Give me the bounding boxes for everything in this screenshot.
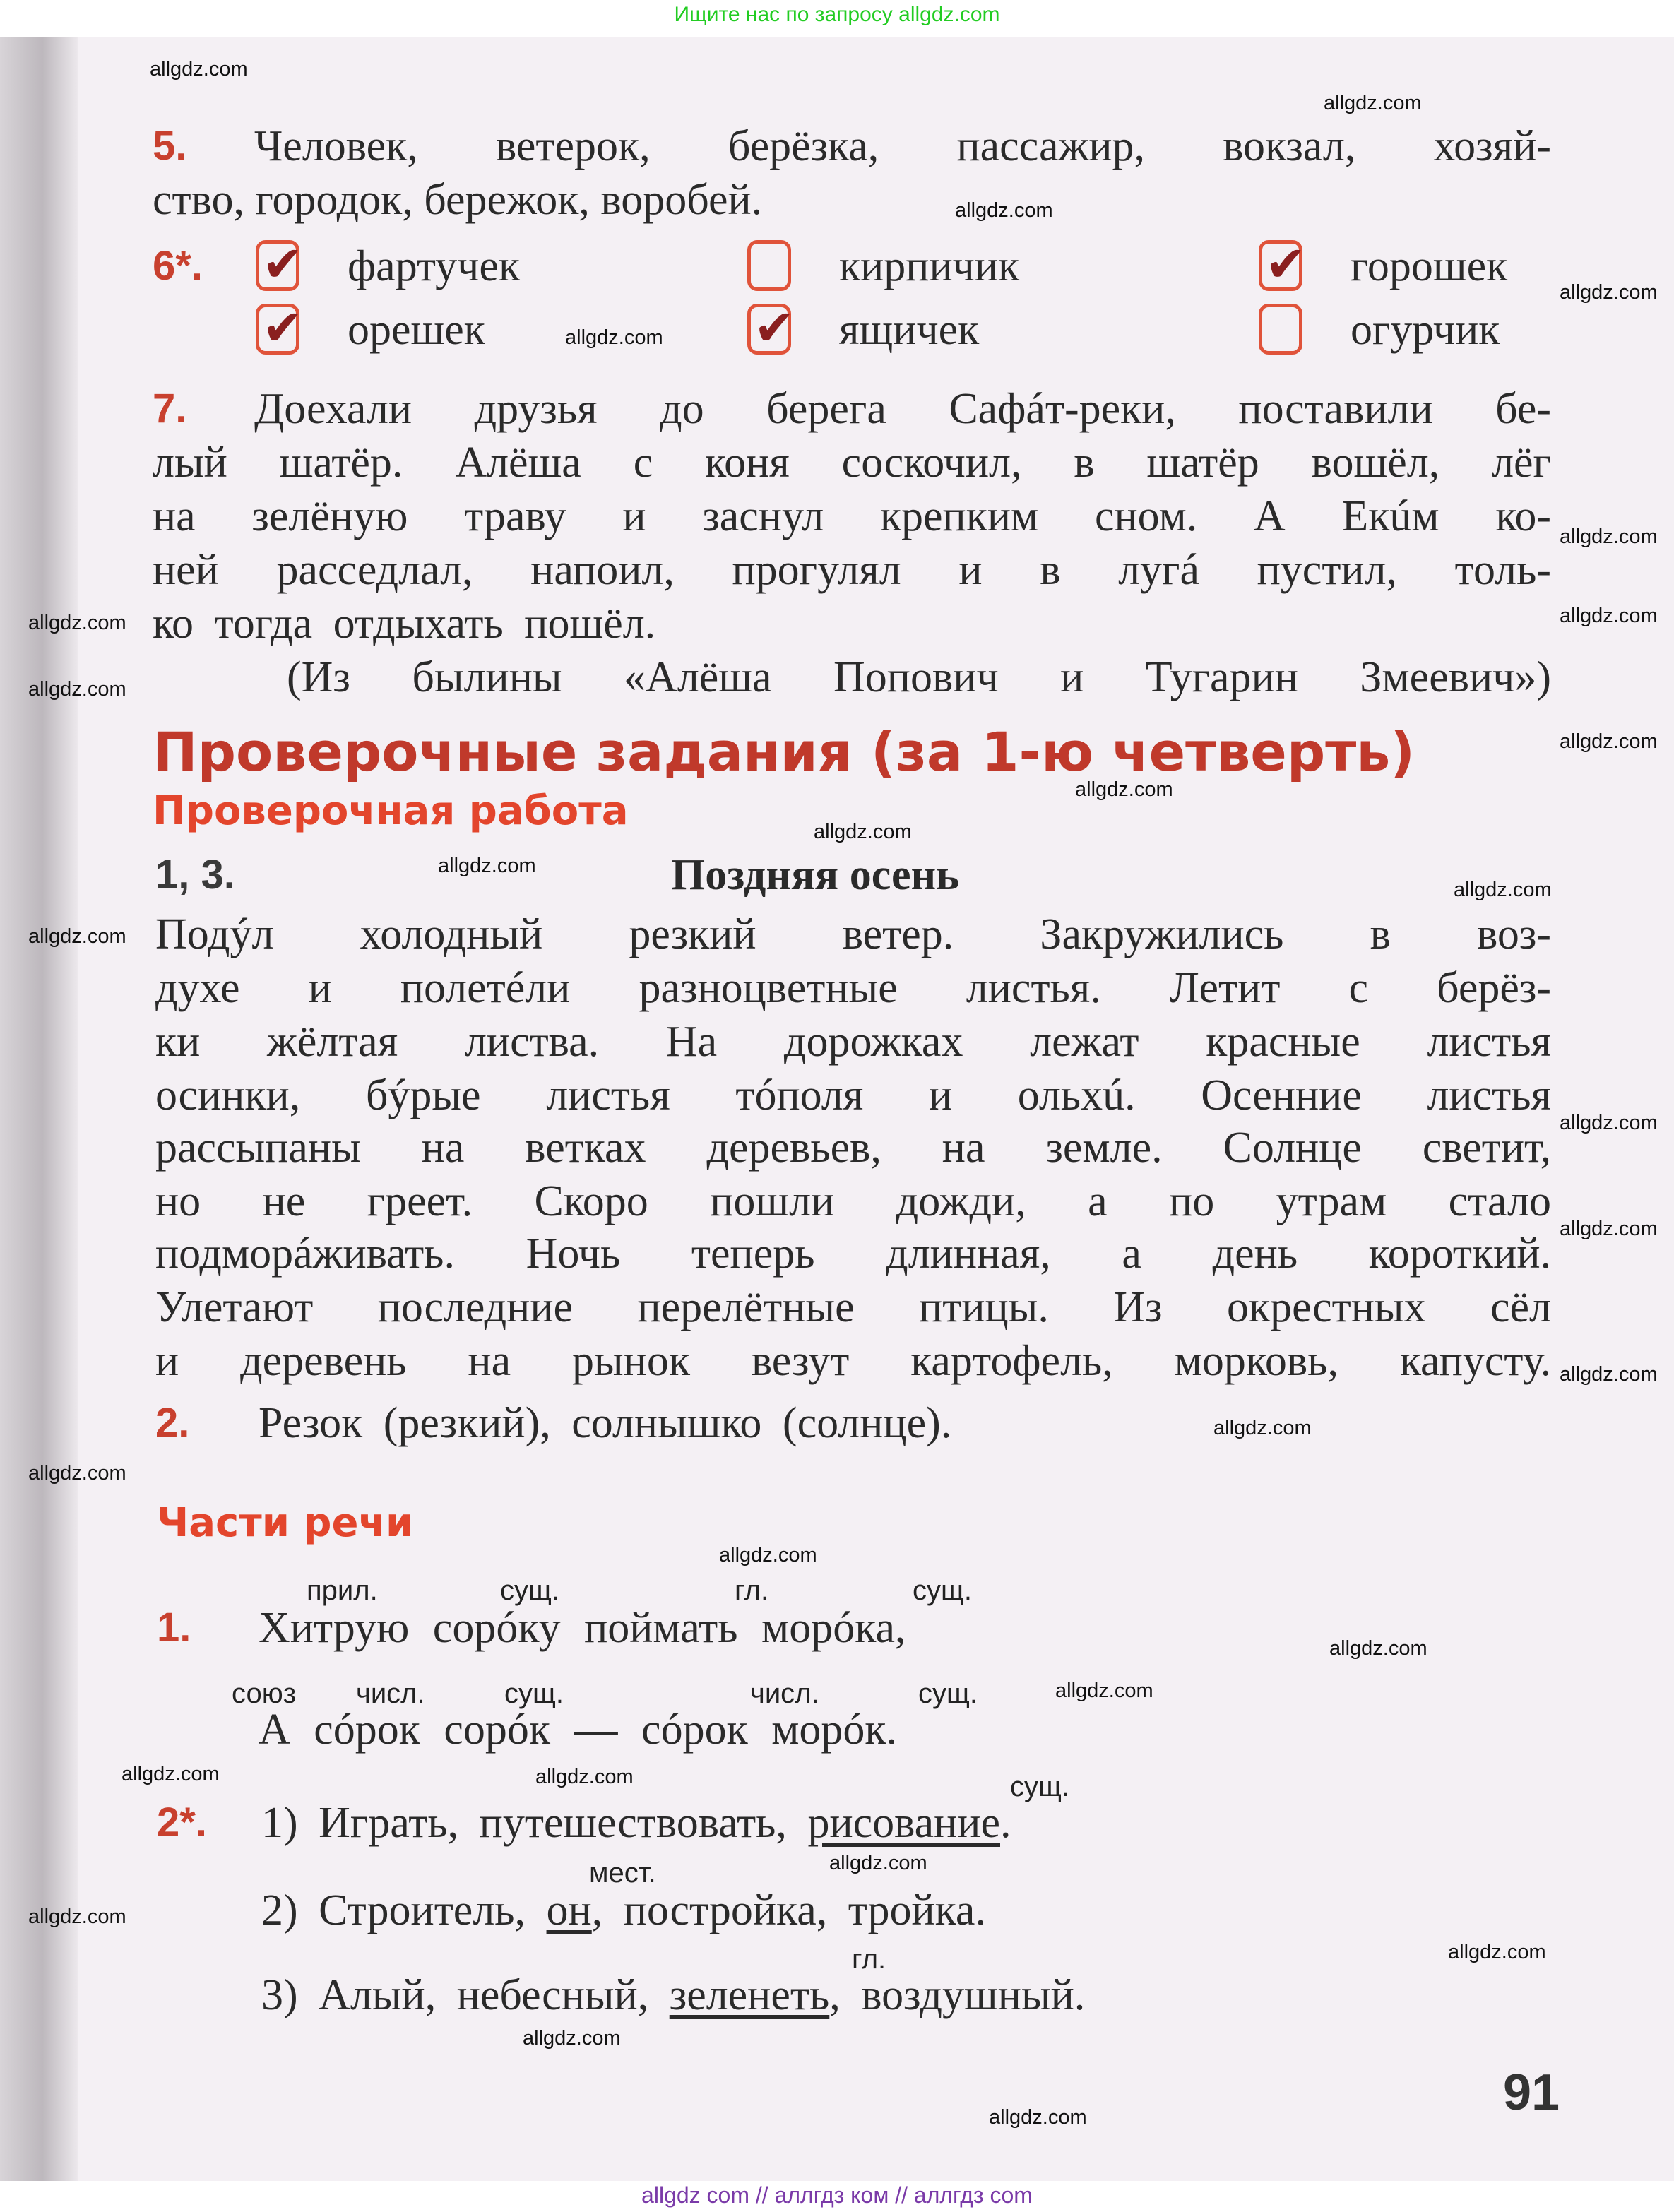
word-yashchichek: ящичек (839, 306, 980, 354)
watermark[interactable]: allgdz.com (829, 1852, 927, 1874)
watermark[interactable]: allgdz.com (1560, 1112, 1658, 1134)
row-text: . (1000, 1799, 1011, 1847)
annotation: числ. (356, 1678, 425, 1709)
watermark[interactable]: allgdz.com (438, 855, 536, 877)
watermark[interactable]: allgdz.com (28, 925, 126, 948)
annotation: сущ. (913, 1575, 973, 1606)
story-line: Подýл холодный резкий ветер. Закружились в воз- (155, 910, 1551, 958)
checkbox-ogurchik[interactable] (1259, 304, 1302, 355)
word-ogurchik: огурчик (1351, 306, 1500, 354)
watermark[interactable]: allgdz.com (28, 612, 126, 634)
ex5-number: 5. (153, 123, 187, 169)
watermark[interactable]: allgdz.com (28, 678, 126, 701)
word-kirpichik: кирпичик (839, 242, 1020, 290)
watermark[interactable]: allgdz.com (1055, 1679, 1153, 1702)
watermark[interactable]: allgdz.com (1213, 1417, 1312, 1439)
page-number: 91 (1503, 2064, 1560, 2121)
check-icon: ✔ (1265, 235, 1307, 293)
odd-word: рисование (807, 1799, 1000, 1847)
section-heading: Проверочные задания (за 1-ю четверть) (153, 720, 1415, 783)
watermark[interactable]: allgdz.com (565, 326, 663, 349)
checkbox-goroshek[interactable] (1259, 235, 1307, 293)
ex7-line: Доехали друзья до берега Сафáт-реки, поставили бе- (254, 385, 1551, 433)
word-oreshek: орешек (348, 306, 485, 354)
watermark[interactable]: allgdz.com (535, 1766, 634, 1788)
task2-text: Резок (резкий), солнышко (солнце). (259, 1399, 952, 1447)
book-spine-shadow (0, 37, 78, 2181)
check-icon: ✔ (262, 299, 304, 357)
checkbox-kirpichik[interactable] (747, 240, 791, 291)
watermark[interactable]: allgdz.com (28, 1905, 126, 1928)
annotation: сущ. (504, 1678, 564, 1709)
watermark[interactable]: allgdz.com (523, 2027, 621, 2050)
pos1-number: 1. (157, 1605, 191, 1651)
watermark[interactable]: allgdz.com (121, 1763, 220, 1785)
task13-number: 1, 3. (155, 852, 235, 898)
story-title: Поздняя осень (671, 851, 959, 899)
annotation: сущ. (500, 1575, 560, 1606)
watermark[interactable]: allgdz.com (1560, 730, 1658, 753)
pos2-row-3 (261, 1970, 1085, 2020)
ex7-line: лый шатёр. Алёша с коня соскочил, в шатёр вошёл, лёг (153, 439, 1551, 487)
pos2-row-2 (261, 1886, 986, 1935)
footer-links[interactable]: allgdz com // аллгдз ком // аллгдз com (641, 2182, 1033, 2208)
story-line: Улетают последние перелётные птицы. Из окрестных сёл (155, 1283, 1551, 1331)
watermark[interactable]: allgdz.com (1329, 1637, 1427, 1660)
subheading: Проверочная работа (153, 788, 629, 834)
watermark[interactable]: allgdz.com (1560, 605, 1658, 627)
ex7-line: ко тогда отдыхать пошёл. (153, 600, 656, 648)
top-banner[interactable]: Ищите нас по запросу allgdz.com (674, 3, 1000, 26)
watermark[interactable]: allgdz.com (719, 1544, 817, 1566)
row-text: , воздушный. (829, 1971, 1086, 2019)
watermark[interactable]: allgdz.com (1560, 1218, 1658, 1240)
row-text: 3) Алый, небесный, (261, 1971, 670, 2019)
story-line: и деревень на рынок везут картофель, морковь, капусту. (155, 1337, 1551, 1385)
ex5-line: Человек, ветерок, берёзка, пассажир, вокзал, хозяй- (254, 122, 1551, 170)
word-goroshek: горошек (1351, 242, 1508, 290)
story-line: духе и полетéли разноцветные листья. Летит с берёз- (155, 964, 1551, 1012)
checkbox-yashchichek[interactable] (747, 299, 795, 357)
annotation: гл. (852, 1944, 886, 1975)
row-text: , постройка, тройка. (591, 1886, 986, 1934)
pos2-row-1 (261, 1798, 1011, 1848)
watermark[interactable]: allgdz.com (1560, 525, 1658, 548)
ex7-number: 7. (153, 386, 187, 432)
story-line: подморáживать. Ночь теперь длинная, а день короткий. (155, 1230, 1551, 1278)
watermark[interactable]: allgdz.com (1454, 879, 1552, 901)
annotation: числ. (750, 1678, 819, 1709)
watermark[interactable]: allgdz.com (989, 2106, 1087, 2129)
ex5-line: ство, городок, бережок, воробей. (153, 176, 763, 224)
annotation: сущ. (1010, 1771, 1070, 1802)
row-text: 1) Играть, путешествовать, (261, 1799, 808, 1847)
watermark[interactable]: allgdz.com (150, 58, 248, 81)
watermark[interactable]: allgdz.com (1560, 281, 1658, 304)
odd-word: он (546, 1886, 592, 1934)
pos2-number: 2*. (157, 1800, 207, 1845)
watermark[interactable]: allgdz.com (28, 1462, 126, 1485)
annotation: прил. (307, 1575, 378, 1606)
row-text: 2) Строитель, (261, 1886, 547, 1934)
story-line: осинки, бýрые листья тóполя и ольхú. Осенние листья (155, 1071, 1551, 1119)
check-icon: ✔ (754, 299, 795, 357)
annotation: сущ. (918, 1678, 978, 1709)
odd-word: зеленеть (669, 1971, 830, 2019)
watermark[interactable]: allgdz.com (1324, 92, 1422, 114)
story-line: ки жёлтая листва. На дорожках лежат красные листья (155, 1018, 1551, 1066)
ex7-line: на зелёную траву и заснул крепким сном. А Екúм ко- (153, 492, 1551, 540)
checkbox-oreshek[interactable] (256, 299, 304, 357)
story-line: но не греет. Скоро пошли дожди, а по утрам стало (155, 1177, 1551, 1225)
watermark[interactable]: allgdz.com (1448, 1941, 1546, 1963)
task2-number: 2. (155, 1400, 190, 1446)
checkbox-fartuchek[interactable] (256, 235, 304, 293)
riddle-line: Хитрую сорóку поймать морóка, (259, 1604, 906, 1652)
word-fartuchek: фартучек (348, 242, 520, 290)
section-parts-of-speech: Части речи (157, 1500, 414, 1546)
check-icon: ✔ (262, 235, 304, 293)
ex6-number: 6*. (153, 243, 203, 289)
watermark[interactable]: allgdz.com (814, 821, 912, 843)
story-line: рассыпаны на ветках деревьев, на земле. Солнце светит, (155, 1124, 1551, 1172)
ex7-line: ней расседлал, напоил, прогулял и в лугá пустил, толь- (153, 546, 1551, 594)
annotation: союз (232, 1678, 297, 1709)
annotation: гл. (735, 1575, 769, 1606)
watermark[interactable]: allgdz.com (955, 199, 1053, 222)
ex7-source: (Из былины «Алёша Попович и Тугарин Змеевич») (287, 653, 1551, 701)
watermark[interactable]: allgdz.com (1560, 1363, 1658, 1386)
annotation: мест. (589, 1857, 656, 1889)
watermark[interactable]: allgdz.com (1075, 778, 1173, 801)
riddle-line: А сóрок сорóк — сóрок морóк. (259, 1706, 898, 1754)
